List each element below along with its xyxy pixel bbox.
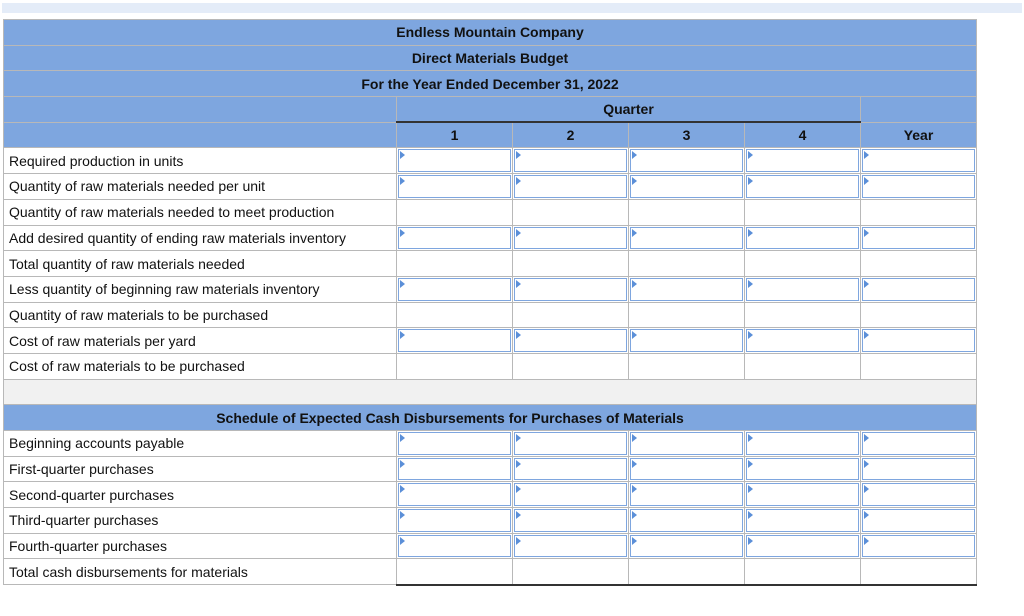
col-header-year: Year <box>861 122 977 148</box>
value-input[interactable] <box>746 278 859 301</box>
computed-cell <box>513 251 629 277</box>
computed-cell <box>629 559 745 585</box>
computed-cell <box>397 302 513 328</box>
value-input[interactable] <box>514 329 627 352</box>
computed-cell <box>861 302 977 328</box>
row-label: Quantity of raw materials needed to meet production <box>4 199 397 225</box>
top-strip <box>2 3 1022 13</box>
value-input[interactable] <box>398 329 511 352</box>
value-input[interactable] <box>746 509 859 532</box>
row-label: Cost of raw materials to be purchased <box>4 353 397 379</box>
direct-materials-budget-table <box>3 19 977 586</box>
computed-cell <box>513 302 629 328</box>
computed-cell <box>513 353 629 379</box>
value-input[interactable] <box>398 278 511 301</box>
row-label: Beginning accounts payable <box>4 431 397 457</box>
computed-cell <box>397 199 513 225</box>
value-input[interactable] <box>630 149 743 172</box>
row-label: Second-quarter purchases <box>4 482 397 508</box>
row-label: First-quarter purchases <box>4 456 397 482</box>
computed-cell <box>397 251 513 277</box>
row-label: Total cash disbursements for materials <box>4 559 397 585</box>
row-label: Third-quarter purchases <box>4 508 397 534</box>
row-label: Total quantity of raw materials needed <box>4 251 397 277</box>
value-input[interactable] <box>862 458 975 481</box>
computed-cell <box>629 251 745 277</box>
value-input[interactable] <box>746 149 859 172</box>
budget-row <box>4 328 977 354</box>
value-input[interactable] <box>630 227 743 250</box>
value-input[interactable] <box>746 227 859 250</box>
value-input[interactable] <box>630 458 743 481</box>
computed-cell <box>513 559 629 585</box>
budget-row <box>4 174 977 200</box>
computed-cell <box>629 199 745 225</box>
computed-cell <box>629 353 745 379</box>
value-input[interactable] <box>398 432 511 455</box>
value-input[interactable] <box>398 227 511 250</box>
budget-row <box>4 276 977 302</box>
value-input[interactable] <box>862 432 975 455</box>
value-input[interactable] <box>514 458 627 481</box>
computed-cell <box>745 251 861 277</box>
value-input[interactable] <box>398 509 511 532</box>
value-input[interactable] <box>630 175 743 198</box>
budget-row <box>4 225 977 251</box>
computed-cell <box>745 302 861 328</box>
value-input[interactable] <box>862 535 975 558</box>
value-input[interactable] <box>862 509 975 532</box>
row-label: Fourth-quarter purchases <box>4 533 397 559</box>
row-label: Less quantity of beginning raw materials inventory <box>4 276 397 302</box>
value-input[interactable] <box>398 149 511 172</box>
value-input[interactable] <box>862 149 975 172</box>
value-input[interactable] <box>630 432 743 455</box>
col-header-q2: 2 <box>513 122 629 148</box>
value-input[interactable] <box>746 329 859 352</box>
schedule-title: Schedule of Expected Cash Disbursements for Purchases of Materials <box>4 405 977 431</box>
row-label: Cost of raw materials per yard <box>4 328 397 354</box>
header-blank <box>861 97 977 123</box>
budget-row <box>4 302 977 328</box>
computed-cell <box>397 559 513 585</box>
computed-cell <box>861 199 977 225</box>
computed-cell <box>861 251 977 277</box>
value-input[interactable] <box>746 483 859 506</box>
value-input[interactable] <box>398 535 511 558</box>
value-input[interactable] <box>514 432 627 455</box>
schedule-row <box>4 559 977 585</box>
value-input[interactable] <box>514 278 627 301</box>
budget-row <box>4 251 977 277</box>
value-input[interactable] <box>862 329 975 352</box>
computed-cell <box>745 353 861 379</box>
row-label: Required production in units <box>4 148 397 174</box>
value-input[interactable] <box>514 149 627 172</box>
value-input[interactable] <box>514 535 627 558</box>
value-input[interactable] <box>630 329 743 352</box>
computed-cell <box>745 199 861 225</box>
value-input[interactable] <box>746 535 859 558</box>
schedule-row <box>4 533 977 559</box>
value-input[interactable] <box>514 227 627 250</box>
value-input[interactable] <box>630 483 743 506</box>
value-input[interactable] <box>746 458 859 481</box>
budget-period: For the Year Ended December 31, 2022 <box>4 71 977 97</box>
computed-cell <box>745 559 861 585</box>
budget-title: Direct Materials Budget <box>4 45 977 71</box>
header-blank <box>4 122 397 148</box>
row-label: Quantity of raw materials to be purchased <box>4 302 397 328</box>
budget-row <box>4 148 977 174</box>
value-input[interactable] <box>398 458 511 481</box>
budget-row <box>4 199 977 225</box>
col-header-q3: 3 <box>629 122 745 148</box>
budget-row <box>4 353 977 379</box>
row-label: Add desired quantity of ending raw materials inventory <box>4 225 397 251</box>
col-header-q4: 4 <box>745 122 861 148</box>
value-input[interactable] <box>398 483 511 506</box>
computed-cell <box>629 302 745 328</box>
value-input[interactable] <box>398 175 511 198</box>
value-input[interactable] <box>746 432 859 455</box>
value-input[interactable] <box>630 535 743 558</box>
company-name: Endless Mountain Company <box>4 20 977 46</box>
computed-cell <box>861 353 977 379</box>
schedule-row <box>4 456 977 482</box>
value-input[interactable] <box>862 483 975 506</box>
value-input[interactable] <box>630 278 743 301</box>
schedule-row <box>4 431 977 457</box>
header-blank <box>4 97 397 123</box>
schedule-row <box>4 508 977 534</box>
value-input[interactable] <box>746 175 859 198</box>
computed-cell <box>861 559 977 585</box>
computed-cell <box>397 353 513 379</box>
value-input[interactable] <box>862 278 975 301</box>
spacer-row <box>4 379 977 405</box>
value-input[interactable] <box>514 483 627 506</box>
value-input[interactable] <box>514 509 627 532</box>
computed-cell <box>513 199 629 225</box>
schedule-row <box>4 482 977 508</box>
value-input[interactable] <box>862 175 975 198</box>
value-input[interactable] <box>630 509 743 532</box>
quarter-header: Quarter <box>397 97 861 123</box>
col-header-q1: 1 <box>397 122 513 148</box>
value-input[interactable] <box>514 175 627 198</box>
value-input[interactable] <box>862 227 975 250</box>
row-label: Quantity of raw materials needed per unit <box>4 174 397 200</box>
